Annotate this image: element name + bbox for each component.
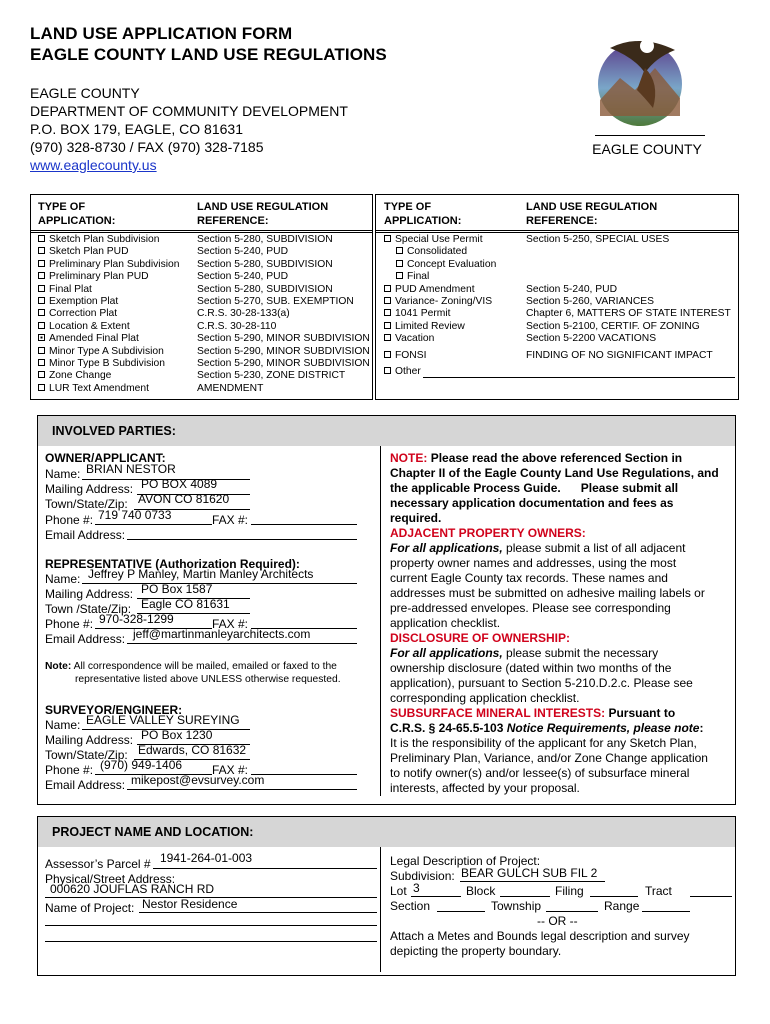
parcel-field[interactable] [153, 868, 377, 869]
owner-name-label: Name: [45, 467, 81, 481]
owner-mailing-label: Mailing Address: [45, 482, 134, 496]
ref-cell: Section 5-280, SUBDIVISION [197, 258, 333, 270]
owner-phone-label: Phone #: [45, 513, 94, 527]
rep-email-field[interactable] [127, 643, 357, 644]
instructions-column: NOTE: Please read the above referenced Section in Chapter II of the Eagle County Land Use Regulations, and the applicable Process Guide. Please submit all necessary application documentation and fees as required. ADJACENT PROPERTY OWNERS: For all applications, please submit a list of all adjacent property owner names and addresses, using the most current Eagle County tax records. These names and addresses must be submitted on adhesive mailing labels or pre-addressed envelopes. Please see corresponding application checklist. DISCLOSURE OF OWNERSHIP: For all applications, please submit the necessary ownership disclosure (dated within two months of the application), pursuant to Section 5-210.D.2.c. Please see corresponding application checklist. SUBSURFACE MINERAL INTERESTS: Pursuant to C.R.S. § 24-65.5-103 Notice Requirements, please note: It is the responsibility of the applicant for any Sketch Plan, Preliminary Plan, Variance, and/or Zone Change application to notify owner(s) and/or lessee(s) of subsurface mineral interests, affected by your proposal. [390, 451, 728, 796]
ref-cell: Section 5-2100, CERTIF. OF ZONING [526, 320, 700, 332]
project-heading: PROJECT NAME AND LOCATION: [38, 817, 735, 847]
tract-field[interactable] [690, 896, 732, 897]
checkbox[interactable] [384, 351, 391, 358]
rep-name-field[interactable] [82, 583, 357, 584]
checkbox[interactable] [38, 272, 45, 279]
project-name-label: Name of Project: [45, 901, 135, 915]
checkbox[interactable] [384, 285, 391, 292]
project-extra-line-2[interactable] [45, 941, 377, 942]
ref-cell: C.R.S. 30-28-110 [197, 320, 277, 332]
physical-address-value: 000620 JOUFLAS RANCH RD [50, 882, 215, 896]
owner-heading: OWNER/APPLICANT: [45, 451, 166, 465]
surveyor-town-label: Town/State/Zip: [45, 748, 128, 762]
website-link[interactable]: www.eaglecounty.us [30, 157, 157, 173]
app-type-row[interactable]: Sketch Plan Subdivision [38, 234, 180, 246]
eagle-county-logo [585, 28, 710, 168]
checkbox[interactable] [384, 334, 391, 341]
ref-cell: FINDING OF NO SIGNIFICANT IMPACT [526, 349, 713, 361]
rep-phone-label: Phone #: [45, 617, 94, 631]
metes-bounds-line1: Attach a Metes and Bounds legal description and survey [390, 929, 690, 943]
block-label: Block [466, 884, 496, 898]
ref-cell: Section 5-240, PUD [197, 271, 289, 283]
subsurface-heading: SUBSURFACE MINERAL INTERESTS: [390, 706, 606, 720]
correspondence-note: Note: All correspondence will be mailed, emailed or faxed to the representative listed above UNLESS otherwise requested. [45, 661, 341, 685]
checkbox[interactable] [384, 297, 391, 304]
owner-email-label: Email Address: [45, 528, 126, 542]
section-label: Section [390, 899, 431, 913]
checkbox[interactable] [38, 285, 45, 292]
app-type-row[interactable]: Final [384, 271, 496, 283]
surveyor-fax-label: FAX #: [212, 763, 249, 777]
project-extra-line-1[interactable] [45, 925, 377, 926]
subdivision-field[interactable] [460, 881, 605, 882]
lot-field[interactable] [411, 896, 461, 897]
ref-cell: Section 5-240, PUD [197, 246, 289, 258]
surveyor-email-field[interactable] [127, 789, 357, 790]
township-label: Township [491, 899, 542, 913]
ref-cell: Chapter 6, MATTERS OF STATE INTEREST [526, 308, 731, 320]
surveyor-phone-label: Phone #: [45, 763, 94, 777]
adjacent-owners-heading: ADJACENT PROPERTY OWNERS: [390, 526, 586, 540]
app-type-row[interactable]: Exemption Plat [38, 296, 180, 308]
checkbox[interactable] [396, 272, 403, 279]
ref-cell: Section 5-290, MINOR SUBDIVISION [197, 333, 370, 345]
checkbox[interactable] [38, 371, 45, 378]
checkbox[interactable] [38, 322, 45, 329]
owner-town-value: AVON CO 81620 [138, 492, 230, 506]
checkbox[interactable] [38, 260, 45, 267]
checkbox[interactable] [38, 309, 45, 316]
form-title: LAND USE APPLICATION FORM [30, 24, 293, 43]
county-name: EAGLE COUNTY [30, 85, 140, 101]
filing-field[interactable] [590, 896, 638, 897]
ref-cell: Section 5-280, SUBDIVISION [197, 234, 333, 245]
physical-address-label: Physical/Street Address: [45, 872, 176, 886]
app-type-row[interactable]: Preliminary Plan PUD [38, 271, 180, 283]
checkbox[interactable] [384, 309, 391, 316]
block-field[interactable] [500, 896, 550, 897]
metes-bounds-line2: depicting the property boundary. [390, 944, 562, 958]
other-line[interactable] [423, 377, 735, 378]
ref-cell: Section 5-2200 VACATIONS [526, 333, 657, 345]
involved-parties-heading: INVOLVED PARTIES: [38, 416, 735, 446]
col-ref-head: LAND USE REGULATION REFERENCE: [197, 201, 329, 227]
app-type-row[interactable]: Vacation [384, 333, 496, 345]
ref-cell: Section 5-230, ZONE DISTRICT [197, 370, 346, 382]
township-field[interactable] [546, 911, 598, 912]
owner-fax-field[interactable] [251, 524, 357, 525]
app-type-row[interactable]: PUD Amendment [384, 284, 496, 296]
rep-town-label: Town /State/Zip: [45, 602, 132, 616]
app-type-row[interactable]: Minor Type A Subdivision [38, 346, 180, 358]
ref-cell: Section 5-270, SUB. EXEMPTION [197, 296, 354, 308]
app-type-row[interactable]: Correction Plat [38, 308, 180, 320]
checkbox[interactable] [396, 247, 403, 254]
lot-label: Lot [390, 884, 407, 898]
ref-cell: Section 5-240, PUD [526, 283, 618, 295]
checkbox[interactable] [38, 297, 45, 304]
checkbox[interactable] [38, 359, 45, 366]
app-type-row[interactable]: Limited Review [384, 321, 496, 333]
ref-cell: Section 5-290, MINOR SUBDIVISION [197, 345, 370, 357]
surveyor-name-value: EAGLE VALLEY SUREYING [86, 713, 240, 727]
disclosure-heading: DISCLOSURE OF OWNERSHIP: [390, 631, 571, 645]
section-field[interactable] [437, 911, 485, 912]
app-type-row[interactable]: Consolidated [384, 246, 496, 258]
app-type-row[interactable]: Variance- Zoning/VIS [384, 296, 496, 308]
owner-town-label: Town/State/Zip: [45, 497, 128, 511]
checkbox[interactable] [38, 247, 45, 254]
checkbox[interactable] [384, 235, 391, 242]
checkbox[interactable] [38, 347, 45, 354]
owner-fax-label: FAX #: [212, 513, 249, 527]
subdivision-value: BEAR GULCH SUB FIL 2 [461, 866, 598, 880]
form-subtitle: EAGLE COUNTY LAND USE REGULATIONS [30, 45, 387, 64]
rep-mailing-value: PO Box 1587 [141, 582, 213, 596]
app-type-row[interactable]: FONSI [384, 350, 496, 362]
parcel-value: 1941-264-01-003 [160, 851, 253, 865]
owner-email-field[interactable] [127, 539, 357, 540]
checkbox[interactable] [384, 367, 391, 374]
parcel-label: Assessor’s Parcel # [45, 857, 151, 871]
tract-label: Tract [645, 884, 672, 898]
range-field[interactable] [642, 911, 690, 912]
app-type-row[interactable]: Minor Type B Subdivision [38, 358, 180, 370]
col-type-head: TYPE OF APPLICATION: [38, 201, 116, 227]
col-ref-head-2: LAND USE REGULATION REFERENCE: [526, 201, 658, 227]
surveyor-email-value: mikepost@evsurvey.com [131, 773, 265, 787]
col-type-head-2: TYPE OF APPLICATION: [384, 201, 462, 227]
or-separator: -- OR -- [537, 914, 578, 928]
logo-text: EAGLE COUNTY [592, 141, 702, 157]
ref-cell: C.R.S. 30-28-133(a) [197, 308, 290, 320]
app-type-row[interactable]: LUR Text Amendment [38, 383, 180, 395]
checkbox[interactable] [38, 235, 45, 242]
rep-phone-value: 970-328-1299 [99, 612, 174, 626]
ref-cell: Section 5-250, SPECIAL USES [526, 234, 670, 245]
app-type-row[interactable]: Location & Extent [38, 321, 180, 333]
app-type-row[interactable]: Preliminary Plan Subdivision [38, 259, 180, 271]
surveyor-name-label: Name: [45, 718, 81, 732]
rep-town-value: Eagle CO 81631 [141, 597, 230, 611]
surveyor-email-label: Email Address: [45, 778, 126, 792]
surveyor-fax-field[interactable] [251, 774, 357, 775]
app-type-row[interactable]: Other [384, 366, 496, 378]
range-label: Range [604, 899, 640, 913]
ref-cell: Section 5-280, SUBDIVISION [197, 283, 333, 295]
surveyor-mailing-label: Mailing Address: [45, 733, 134, 747]
ref-cell: Section 5-290, MINOR SUBDIVISION [197, 358, 370, 370]
legal-description-label: Legal Description of Project: [390, 854, 541, 868]
checkbox[interactable] [38, 384, 45, 391]
ref-cell: Section 5-260, VARIANCES [526, 295, 655, 307]
owner-phone-value: 719 740 0733 [98, 508, 172, 522]
checkbox-checked[interactable] [38, 334, 45, 341]
checkbox[interactable] [396, 260, 403, 267]
phone-fax: (970) 328-8730 / FAX (970) 328-7185 [30, 139, 264, 155]
app-type-row[interactable]: Sketch Plan PUD [38, 246, 180, 258]
rep-email-label: Email Address: [45, 632, 126, 646]
surveyor-mailing-value: PO Box 1230 [141, 728, 213, 742]
subdivision-label: Subdivision: [390, 869, 455, 883]
department-name: DEPARTMENT OF COMMUNITY DEVELOPMENT [30, 103, 348, 119]
ref-cell: AMENDMENT [197, 382, 264, 394]
owner-phone-field[interactable] [95, 524, 212, 525]
owner-name-value: BRIAN NESTOR [86, 462, 176, 476]
po-box: P.O. BOX 179, EAGLE, CO 81631 [30, 121, 243, 137]
rep-name-label: Name: [45, 572, 81, 586]
checkbox[interactable] [384, 322, 391, 329]
app-type-row[interactable]: Zone Change [38, 370, 180, 382]
rep-name-value: Jeffrey P Manley, Martin Manley Architects [88, 567, 314, 581]
project-name-field[interactable] [139, 912, 377, 913]
surveyor-heading: SURVEYOR/ENGINEER: [45, 703, 183, 717]
owner-mailing-value: PO BOX 4089 [141, 477, 218, 491]
project-name-value: Nestor Residence [142, 897, 238, 911]
rep-email-value: jeff@martinmanleyarchitects.com [133, 627, 311, 641]
surveyor-phone-value: (970) 949-1406 [100, 758, 183, 772]
rep-mailing-label: Mailing Address: [45, 587, 134, 601]
surveyor-town-value: Edwards, CO 81632 [138, 743, 247, 757]
app-type-row[interactable]: Final Plat [38, 284, 180, 296]
filing-label: Filing [555, 884, 584, 898]
app-type-row[interactable]: 1041 Permit [384, 308, 496, 320]
app-type-row[interactable]: Concept Evaluation [384, 259, 496, 271]
rep-fax-label: FAX #: [212, 617, 249, 631]
app-type-row[interactable]: Special Use Permit [384, 234, 496, 246]
app-type-row[interactable]: Amended Final Plat [38, 333, 180, 345]
lot-value: 3 [413, 881, 420, 895]
representative-heading: REPRESENTATIVE (Authorization Required): [45, 557, 300, 571]
